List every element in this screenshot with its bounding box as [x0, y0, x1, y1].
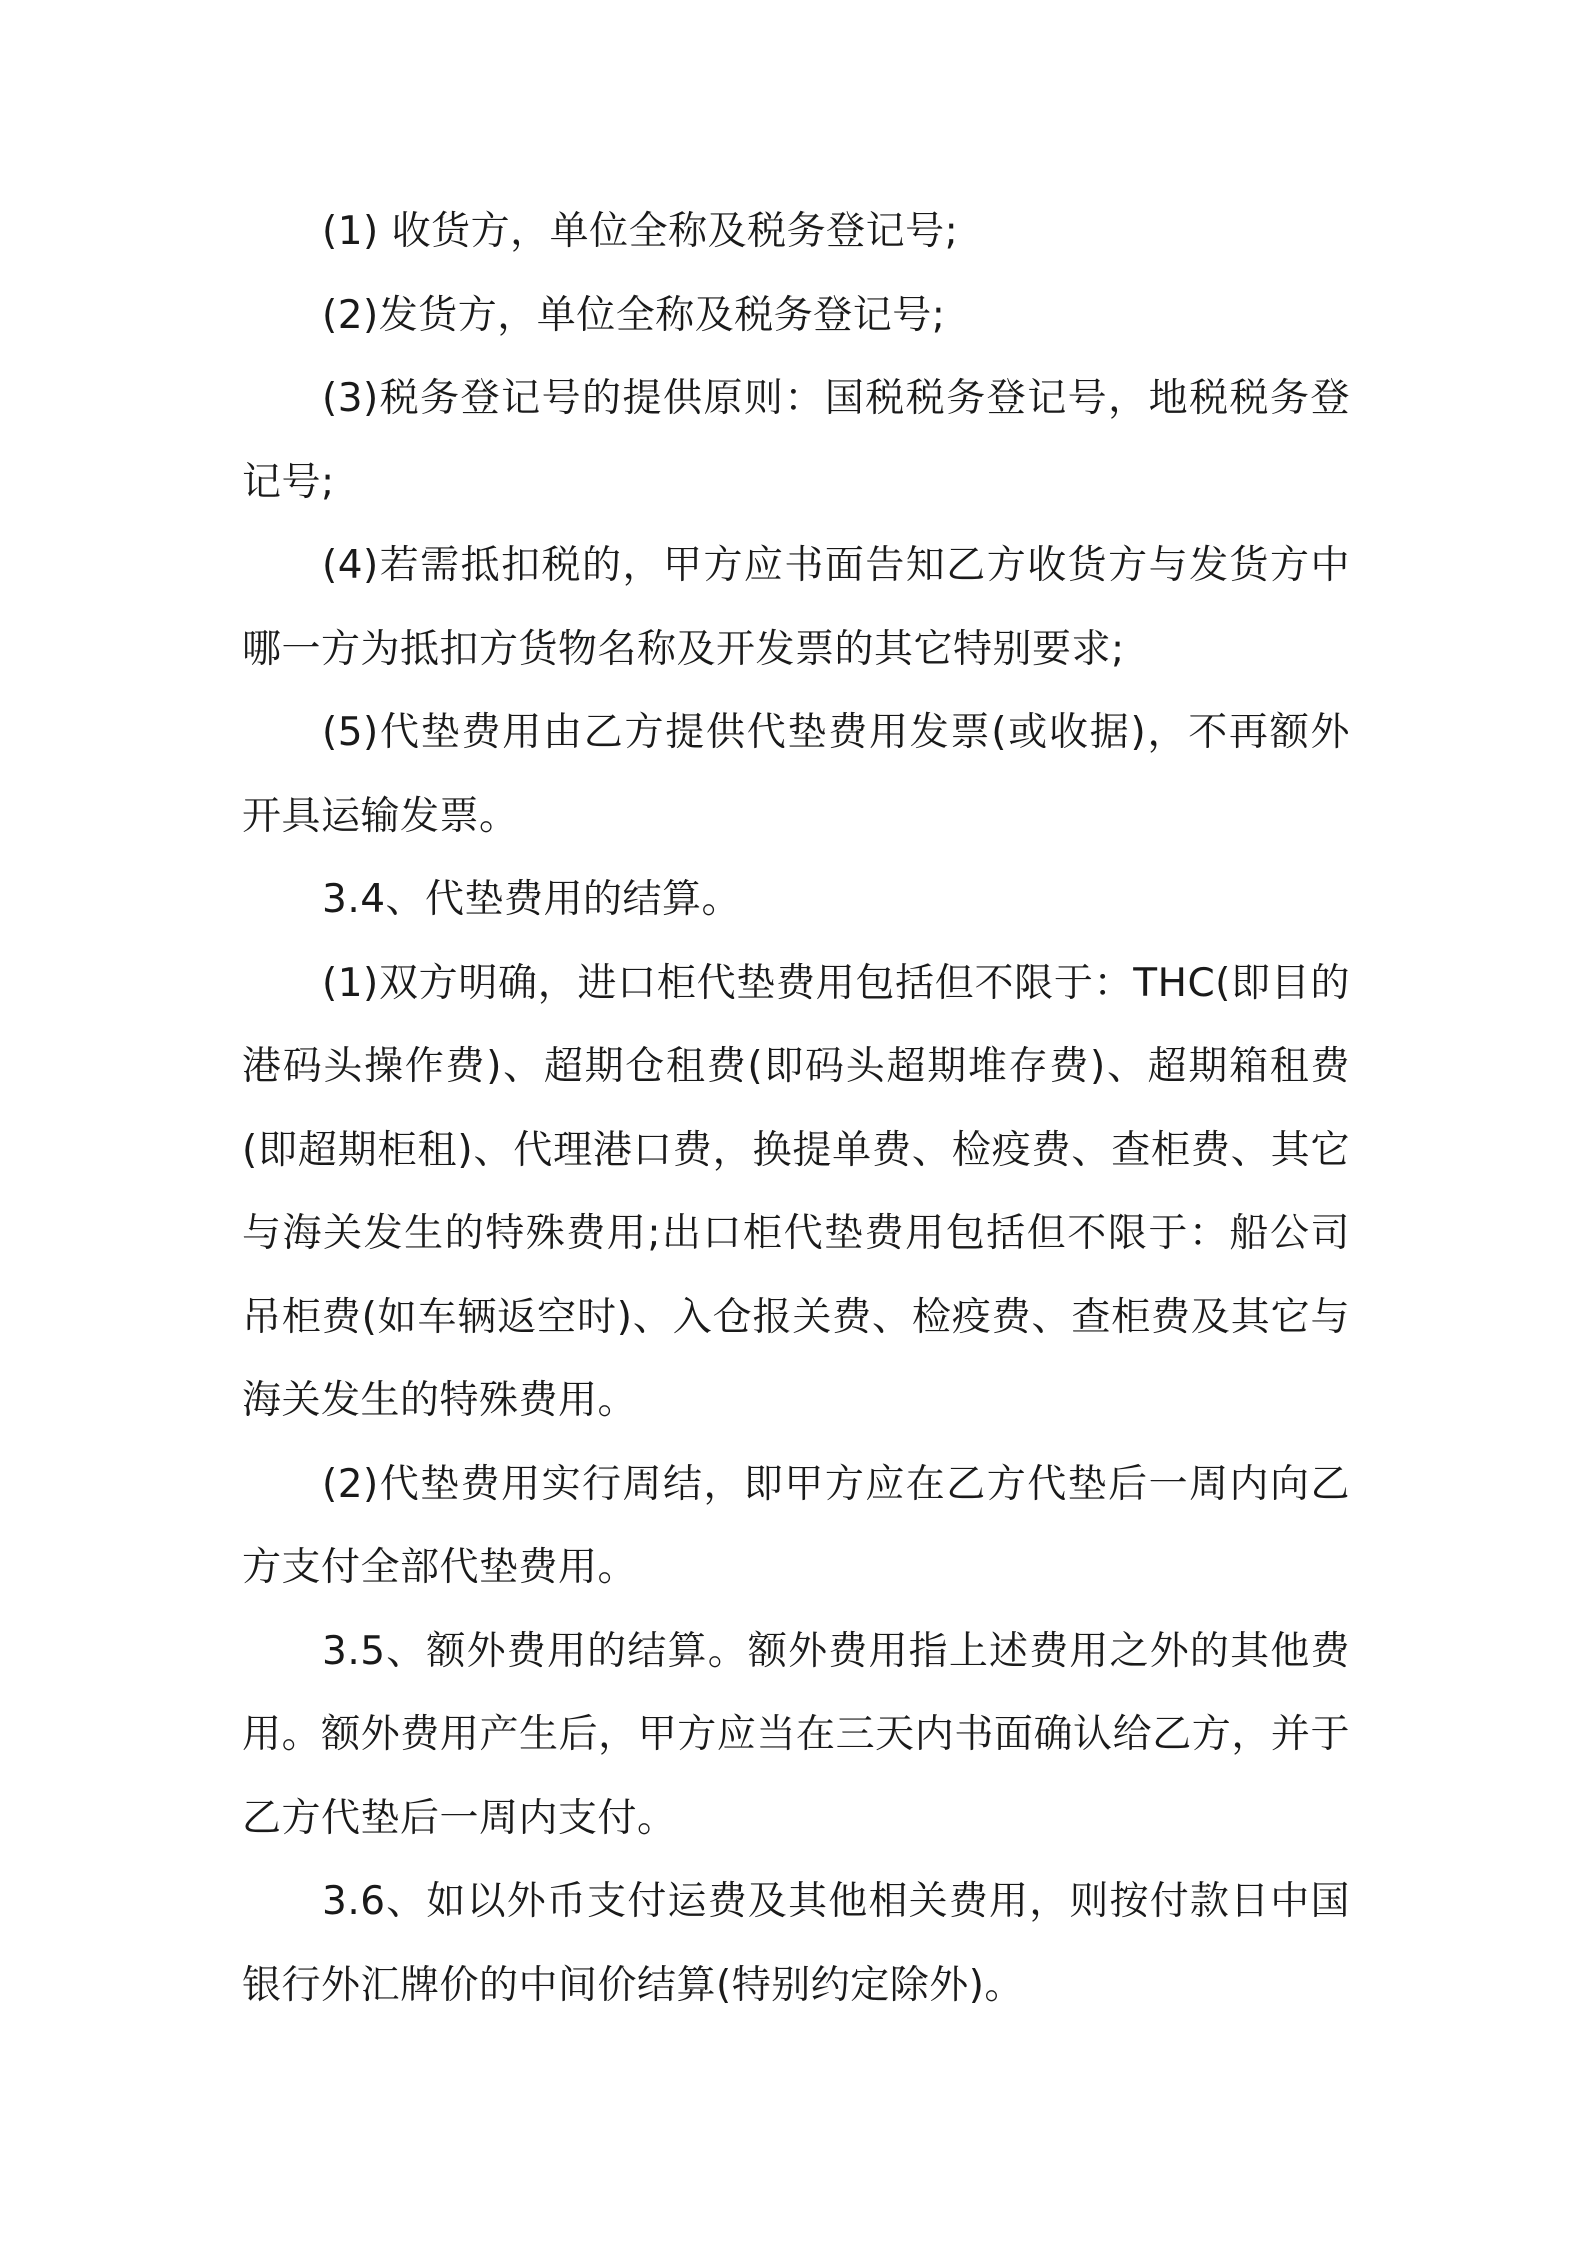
- paragraph-4: (4)若需抵扣税的，甲方应书面告知乙方收货方与发货方中哪一方为抵扣方货物名称及开发票的其它特别要求;: [242, 543, 1350, 672]
- paragraph-5: (5)代垫费用由乙方提供代垫费用发票(或收据)，不再额外开具运输发票。: [242, 710, 1350, 839]
- section-heading-3-4: 3.4、代垫费用的结算。: [322, 877, 742, 922]
- section-3-5: 3.5、额外费用的结算。额外费用指上述费用之外的其他费用。额外费用产生后，甲方应当在三天内书面确认给乙方，并于乙方代垫后一周内支付。: [242, 1628, 1350, 1841]
- document-body: [242, 190, 1350, 2027]
- section-3-6: 3.6、如以外币支付运费及其他相关费用，则按付款日中国银行外汇牌价的中间价结算(特别约定除外)。: [242, 1879, 1350, 2008]
- paragraph-7: (2)代垫费用实行周结，即甲方应在乙方代垫后一周内向乙方支付全部代垫费用。: [242, 1461, 1350, 1590]
- paragraph-3: (3)税务登记号的提供原则：国税税务登记号，地税税务登记号;: [242, 376, 1350, 505]
- paragraph-6: (1)双方明确，进口柜代垫费用包括但不限于：THC(即目的港码头操作费)、超期仓租费(即码头超期堆存费)、超期箱租费(即超期柜租)、代理港口费，换提单费、检疫费、查柜费、其它与海关发生的特殊费用;出口柜代垫费用包括但不限于：船公司吊柜费(如车辆返空时)、入仓报关费、检疫费、查柜费及其它与海关发生的特殊费用。: [242, 960, 1350, 1423]
- paragraph-1: (1) 收货方，单位全称及税务登记号;: [322, 209, 959, 254]
- paragraph-2: (2)发货方，单位全称及税务登记号;: [322, 292, 946, 338]
